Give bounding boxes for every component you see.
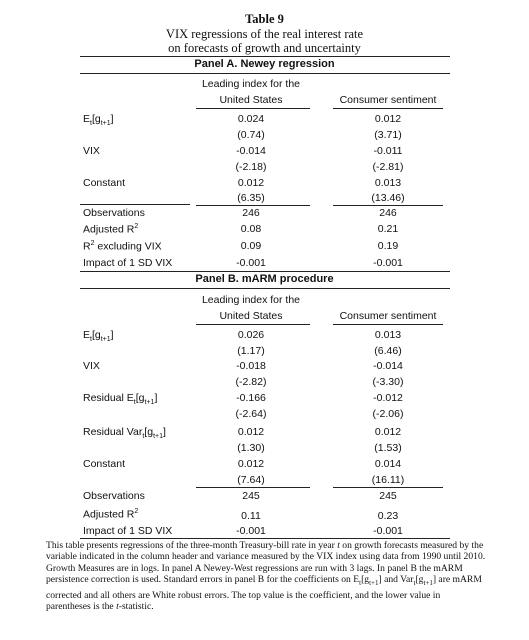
row-label-observations: Observations	[83, 207, 145, 219]
cell-b-r8-c1: 0.012	[237, 458, 265, 470]
cell-a-r9-c2: -0.001	[373, 257, 403, 269]
panel-a-col2-header: Consumer sentiment	[339, 94, 437, 106]
cell-a-r6-c1: 246	[242, 207, 260, 219]
table-note: This table presents regressions of the three-month Treasury-bill rate in year t on growth forecasts measured by the variable indicated in the column header and variance measured by the VIX index using data from 1990 until 2010. Growth Measures are in logs. In panel A Newey-West regressions are run with 3 lags. In panel B the mARM persistence correction is used. Standard errors in panel B for the coefficients on $E_t[g_{t+1}]$ and $Var_t[g_{t+1}]$ are mARM corrected and all others are White robust errors. The top value is the coefficient, and the lower value in parentheses is the t-statistic.	[46, 540, 486, 612]
row-label-constant: Constant	[83, 177, 126, 189]
row-label-residual-var: Residual $Var_t[g_{t+1}]$	[83, 426, 166, 441]
table-subtitle-line2: on forecasts of growth and uncertainty	[168, 41, 361, 55]
cell-a-r4-c2: 0.013	[374, 177, 402, 189]
row-label-b-constant: Constant	[83, 458, 126, 470]
row-label-b-impact-vix: Impact of 1 SD VIX	[83, 525, 173, 537]
cell-b-r6-c2: 0.012	[374, 426, 402, 438]
rule-col1-b-stats	[196, 487, 310, 488]
cell-b-r0-c2: 0.013	[374, 329, 402, 341]
cell-a-r1-c2: (3.71)	[374, 129, 402, 141]
cell-b-r10-c2: 245	[379, 490, 397, 502]
rule-col1-a	[196, 108, 310, 109]
row-label-vix: VIX	[83, 145, 100, 157]
rule-bottom	[80, 538, 450, 539]
cell-b-r4-c2: -0.012	[373, 392, 403, 404]
rule-col2-a-stats	[333, 205, 443, 206]
cell-a-r0-c2: 0.012	[374, 113, 402, 125]
row-label-adjusted-r2: Adjusted $R^2$	[83, 223, 139, 236]
cell-b-r11-c2: 0.23	[377, 510, 399, 522]
cell-b-r9-c1: (7.64)	[237, 474, 265, 486]
cell-a-r7-c2: 0.21	[377, 223, 399, 235]
cell-a-r5-c2: (13.46)	[371, 192, 405, 204]
row-label-r2-excluding-vix: $R^2$ excluding VIX	[83, 240, 162, 253]
cell-a-r7-c1: 0.08	[240, 223, 262, 235]
cell-b-r7-c2: (1.53)	[374, 442, 402, 454]
cell-a-r6-c2: 246	[379, 207, 397, 219]
cell-a-r2-c2: -0.011	[373, 145, 403, 157]
cell-b-r1-c1: (1.17)	[237, 345, 265, 357]
row-label-b-observations: Observations	[83, 490, 145, 502]
rule-col2-a	[333, 108, 443, 109]
row-label-expected-growth: $E_t[g_{t+1}]$	[83, 113, 114, 128]
rule-stats-a	[80, 204, 190, 205]
panel-a-col1-header-line2: United States	[219, 94, 283, 106]
panel-b-col1-header-line1: Leading index for the	[201, 294, 301, 306]
panel-a-col1-header-line1: Leading index for the	[201, 78, 301, 90]
cell-b-r1-c2: (6.46)	[374, 345, 402, 357]
cell-b-r9-c2: (16.11)	[371, 474, 405, 486]
rule-panel-b-top	[80, 271, 450, 272]
cell-b-r7-c1: (1.30)	[237, 442, 265, 454]
table-subtitle-line1: VIX regressions of the real interest rate	[165, 27, 364, 41]
cell-b-r5-c1: (-2.64)	[235, 408, 267, 420]
cell-a-r8-c1: 0.09	[240, 240, 262, 252]
cell-a-r9-c1: -0.001	[236, 257, 266, 269]
rule-col1-a-stats	[196, 205, 310, 206]
cell-a-r0-c1: 0.024	[237, 113, 265, 125]
rule-panel-a-header	[80, 73, 450, 74]
cell-b-r2-c1: -0.018	[236, 360, 266, 372]
cell-b-r8-c2: 0.014	[374, 458, 402, 470]
cell-a-r1-c1: (0.74)	[237, 129, 265, 141]
cell-b-r11-c1: 0.11	[241, 510, 261, 522]
cell-a-r8-c2: 0.19	[377, 240, 399, 252]
panel-b-col2-header: Consumer sentiment	[339, 310, 437, 322]
cell-a-r5-c1: (6.35)	[237, 192, 265, 204]
cell-b-r3-c2: (-3.30)	[372, 376, 404, 388]
cell-b-r10-c1: 245	[242, 490, 260, 502]
cell-a-r2-c1: -0.014	[236, 145, 266, 157]
row-label-b-vix: VIX	[83, 360, 100, 372]
rule-panel-b-header	[80, 288, 450, 289]
cell-b-r0-c1: 0.026	[237, 329, 265, 341]
row-label-b-expected-growth: $E_t[g_{t+1}]$	[83, 329, 114, 344]
cell-b-r4-c1: -0.166	[236, 392, 266, 404]
row-label-impact-vix: Impact of 1 SD VIX	[83, 257, 173, 269]
cell-a-r3-c1: (-2.18)	[235, 161, 267, 173]
cell-b-r12-c2: -0.001	[373, 525, 403, 537]
cell-b-r6-c1: 0.012	[237, 426, 265, 438]
rule-col2-b	[333, 324, 443, 325]
table-title: Table 9	[245, 12, 284, 26]
panel-b-col1-header-line2: United States	[219, 310, 283, 322]
rule-col1-b	[196, 324, 310, 325]
rule-top	[80, 56, 450, 57]
cell-b-r3-c1: (-2.82)	[235, 376, 267, 388]
cell-b-r12-c1: -0.001	[236, 525, 266, 537]
cell-a-r4-c1: 0.012	[237, 177, 265, 189]
cell-b-r5-c2: (-2.06)	[372, 408, 404, 420]
row-label-b-adjusted-r2: Adjusted $R^2$	[83, 508, 139, 521]
rule-col2-b-stats	[333, 487, 443, 488]
panel-b-title: Panel B. mARM procedure	[195, 273, 334, 285]
panel-a-title: Panel A. Newey regression	[194, 58, 335, 70]
cell-a-r3-c2: (-2.81)	[372, 161, 404, 173]
row-label-residual-expected: Residual $E_t[g_{t+1}]$	[83, 392, 158, 407]
cell-b-r2-c2: -0.014	[373, 360, 403, 372]
